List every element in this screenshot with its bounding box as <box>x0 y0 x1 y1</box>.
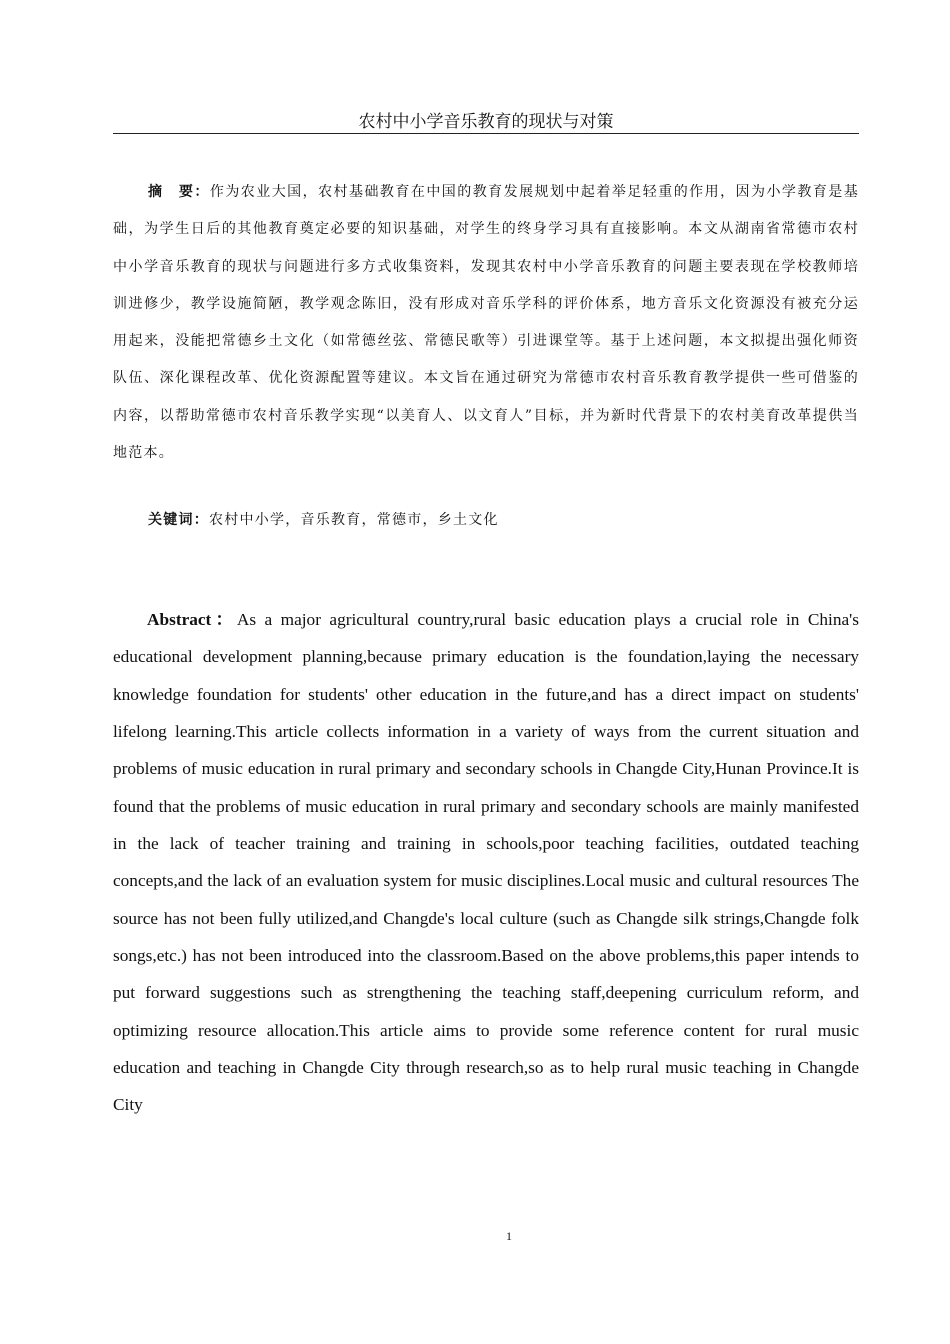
chinese-abstract-text: 作为农业大国，农村基础教育在中国的教育发展规划中起着举足轻重的作用，因为小学教育是基础，为学生日后的其他教育奠定必要的知识基础，对学生的终身学习具有直接影响。本文从湖南省常德市农村中小学音乐教育的现状与问题进行多方式收集资料，发现其农村中小学音乐教育的问题主要表现在学校教师培训进修少，教学设施简陋，教学观念陈旧，没有形成对音乐学科的评价体系，地方音乐文化资源没有被充分运用起来，没能把常德乡土文化（如常德丝弦、常德民歌等）引进课堂等。基于上述问题，本文拟提出强化师资队伍、深化课程改革、优化资源配置等建议。本文旨在通过研究为常德市农村音乐教育教学提供一些可借鉴的内容，以帮助常德市农村音乐教学实现“以美育人、以文育人”目标，并为新时代背景下的农村美育改革提供当地范本。 <box>113 184 860 462</box>
page-number: 1 <box>506 1229 512 1243</box>
chinese-keywords-text: 农村中小学，音乐教育，常德市，乡土文化 <box>209 512 499 528</box>
chinese-keywords <box>113 508 859 532</box>
running-header-title: 农村中小学音乐教育的现状与对策 <box>358 112 614 132</box>
chinese-abstract <box>113 174 859 472</box>
english-abstract-text: As a major agricultural country,rural basic education plays a crucial role in China's educational development planning,because primary education is the foundation,laying the necessary knowledge foundation for students' other education in the future,and has a direct impact on students' lifelong learning.This article collects information in a variety of ways from the current situation and problems of music education in rural primary and secondary schools in Changde City,Hunan Province.It is found that the problems of music education in rural primary and secondary schools are mainly manifested in the lack of teacher training and training in schools,poor teaching facilities, outdated teaching concepts,and the lack of an evaluation system for music disciplines.Local music and cultural resources The source has not been fully utilized,and Changde's local culture (such as Changde silk strings,Changde folk songs,etc.) has not been introduced into the classroom.Based on the above problems,this paper intends to put forward suggestions such as strengthening the teaching staff,deepening curriculum reform, and optimizing resource allocation.This article aims to provide some reference content for rural music education and teaching in Changde City through research,so as to help rural music teaching in Changde City <box>113 610 859 1115</box>
english-abstract <box>113 601 859 1124</box>
chinese-keywords-label: 关键词： <box>148 512 209 528</box>
header-rule <box>113 133 859 134</box>
english-abstract-label: Abstract： <box>147 610 237 629</box>
chinese-abstract-label: 摘 要： <box>148 184 210 200</box>
